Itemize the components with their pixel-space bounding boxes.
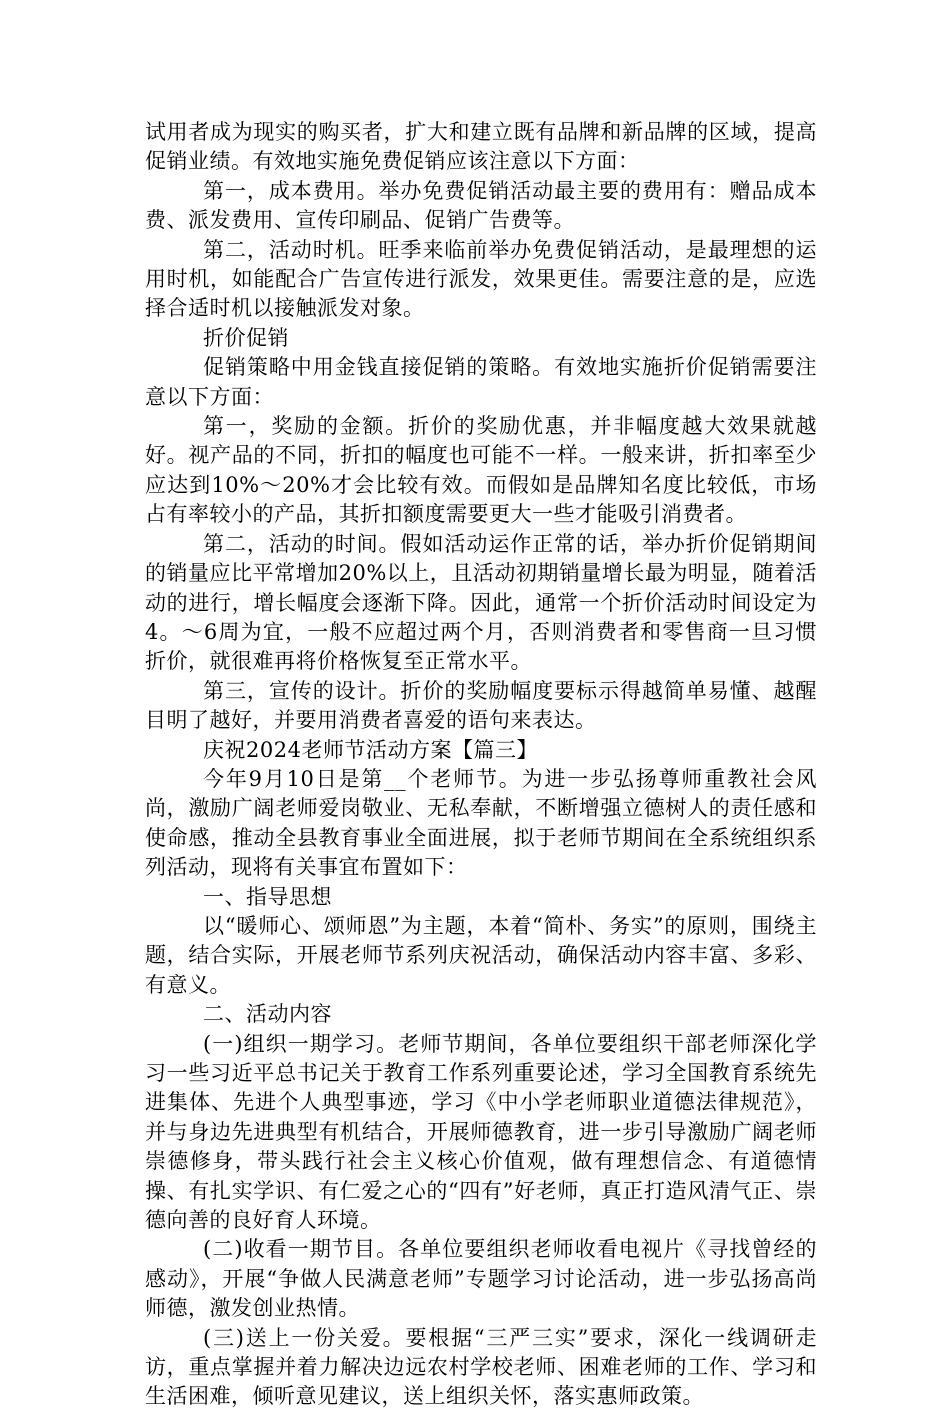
paragraph-timing: 第二，活动时机。旺季来临前举办免费促销活动，是最理想的运用时机，如能配合广告宣传进行派发，效果更佳。需要注意的是，应选择合适时机以接触派发对象。 [145,237,817,321]
paragraph-cost: 第一，成本费用。举办免费促销活动最主要的费用有：赠品成本费、派发费用、宣传印刷品、促销广告费等。 [145,178,817,233]
section-title-part-three: 庆祝2024老师节活动方案【篇三】 [203,737,538,762]
paragraph-activity-time: 第二，活动的时间。假如活动运作正常的话，举办折价促销期间的销量应比平常增加20%以上，且活动初期销量增长最为明显，随着活动的进行，增长幅度会逐渐下降。因此，通常一个折价活动时间设定为4。～6周为宜，一般不应超过两个月，否则消费者和零售商一旦习惯折价，就很难再将价格恢复至正常水平。 [145,531,817,674]
paragraph-discount-intro: 促销策略中用金钱直接促销的策略。有效地实施折价促销需要注意以下方面： [145,355,817,409]
heading-activity-content: 二、活动内容 [203,1002,332,1027]
paragraph-reward-amount: 第一，奖励的金额。折价的奖励优惠，并非幅度越大效果就越好。视产品的不同，折扣的幅度也可能不一样。一般来讲，折扣率至少应达到10%～20%才会比较有效。而假如是品牌知名度比较低，市场占有率较小的产品，其折扣额度需要更大一些才能吸引消费者。 [145,414,817,527]
heading-guiding-ideology: 一、指导思想 [203,884,332,909]
paragraph-teachers-day-intro: 今年9月10日是第__个老师节。为进一步弘扬尊师重教社会风尚，激励广阔老师爱岗敬业、无私奉献，不断增强立德树人的责任感和使命感，推动全县教育事业全面进展，拟于老师节期间在全系统组织系列活动，现将有关事宜布置如下： [145,766,817,880]
paragraph-guiding-ideology: 以“暖师心、颂师恩”为主题，本着“简朴、务实”的原则，围绕主题，结合实际，开展老师节系列庆祝活动，确保活动内容丰富、多彩、有意义。 [145,913,817,997]
paragraph-free-promotion-intro: 试用者成为现实的购买者，扩大和建立既有品牌和新品牌的区域，提高促销业绩。有效地实施免费促销应该注意以下方面： [145,120,817,174]
paragraph-study-session: (一)组织一期学习。老师节期间，各单位要组织干部老师深化学习一些习近平总书记关于教育工作系列重要论述，学习全国教育系统先进集体、先进个人典型事迹，学习《中小学老师职业道德法律规范》，并与身边先进典型有机结合，开展师德教育，进一步引导激励广阔老师崇德修身，带头践行社会主义核心价值观，做有理想信念、有道德情操、有扎实学识、有仁爱之心的“四有”好老师，真正打造风清气正、崇德向善的良好育人环境。 [145,1031,817,1233]
paragraph-send-care: (三)送上一份关爱。要根据“三严三实”要求，深化一线调研走访，重点掌握并着力解决边远农村学校老师、困难老师的工作、学习和生活困难，倾听意见建议，送上组织关怀，落实惠师政策。 [145,1325,817,1409]
paragraph-watch-program: (二)收看一期节目。各单位要组织老师收看电视片《寻找曾经的感动》，开展“争做人民满意老师”专题学习讨论活动，进一步弘扬高尚师德，激发创业热情。 [145,1237,817,1321]
heading-discount-promotion: 折价促销 [203,325,289,350]
paragraph-design: 第三，宣传的设计。折价的奖励幅度要标示得越简单易懂、越醒目明了越好，并要用消费者喜爱的语句来表达。 [145,678,817,733]
document-body [145,118,817,1412]
